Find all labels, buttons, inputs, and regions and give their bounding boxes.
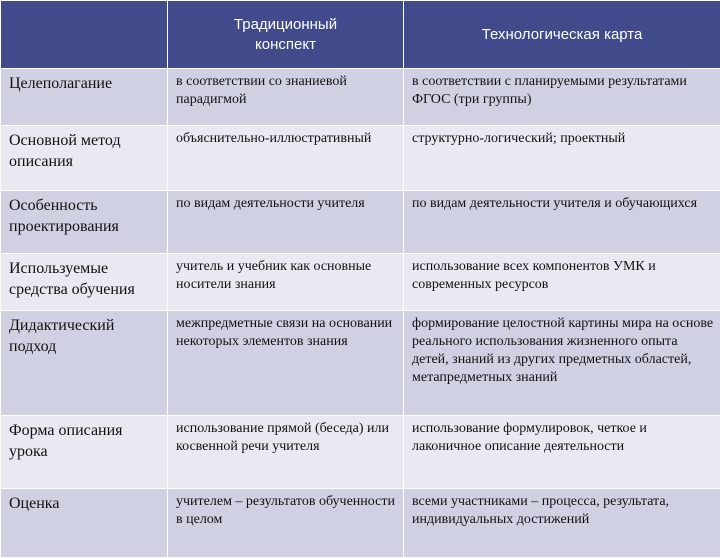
header-corner-cell <box>1 1 168 69</box>
table-row <box>1 191 720 254</box>
techmap-cell: формирование целостной картины мира на основе реального использования жизненного опыта детей, знаний из других предметных областей, метапредметных знаний <box>404 311 720 416</box>
header-techmap: Технологическая карта <box>404 1 720 69</box>
row-label: Оценка <box>1 489 168 558</box>
table-row <box>1 254 720 311</box>
header-traditional: Традиционный конспект <box>168 1 404 69</box>
table-row <box>1 126 720 191</box>
traditional-cell: по видам деятельности учителя <box>168 191 404 254</box>
techmap-cell: использование всех компонентов УМК и современных ресурсов <box>404 254 720 311</box>
traditional-cell: объяснительно-иллюстративный <box>168 126 404 191</box>
techmap-cell: использование формулировок, четкое и лаконичное описание деятельности <box>404 416 720 489</box>
techmap-cell: всеми участниками – процесса, результата, индивидуальных достижений <box>404 489 720 558</box>
table-row <box>1 311 720 416</box>
header-row <box>1 1 720 69</box>
table-row <box>1 489 720 558</box>
row-label: Особенность проектирования <box>1 191 168 254</box>
traditional-cell: межпредметные связи на основании некоторых элементов знания <box>168 311 404 416</box>
row-label: Основной метод описания <box>1 126 168 191</box>
techmap-cell: структурно-логический; проектный <box>404 126 720 191</box>
traditional-cell: учителем – результатов обученности в целом <box>168 489 404 558</box>
traditional-cell: использование прямой (беседа) или косвенной речи учителя <box>168 416 404 489</box>
table-row <box>1 69 720 126</box>
traditional-cell: в соответствии со знаниевой парадигмой <box>168 69 404 126</box>
techmap-cell: в соответствии с планируемыми результатами ФГОС (три группы) <box>404 69 720 126</box>
row-label: Используемые средства обучения <box>1 254 168 311</box>
row-label: Целеполагание <box>1 69 168 126</box>
table-row <box>1 416 720 489</box>
row-label: Форма описания урока <box>1 416 168 489</box>
row-label: Дидактический подход <box>1 311 168 416</box>
techmap-cell: по видам деятельности учителя и обучающихся <box>404 191 720 254</box>
traditional-cell: учитель и учебник как основные носители знания <box>168 254 404 311</box>
